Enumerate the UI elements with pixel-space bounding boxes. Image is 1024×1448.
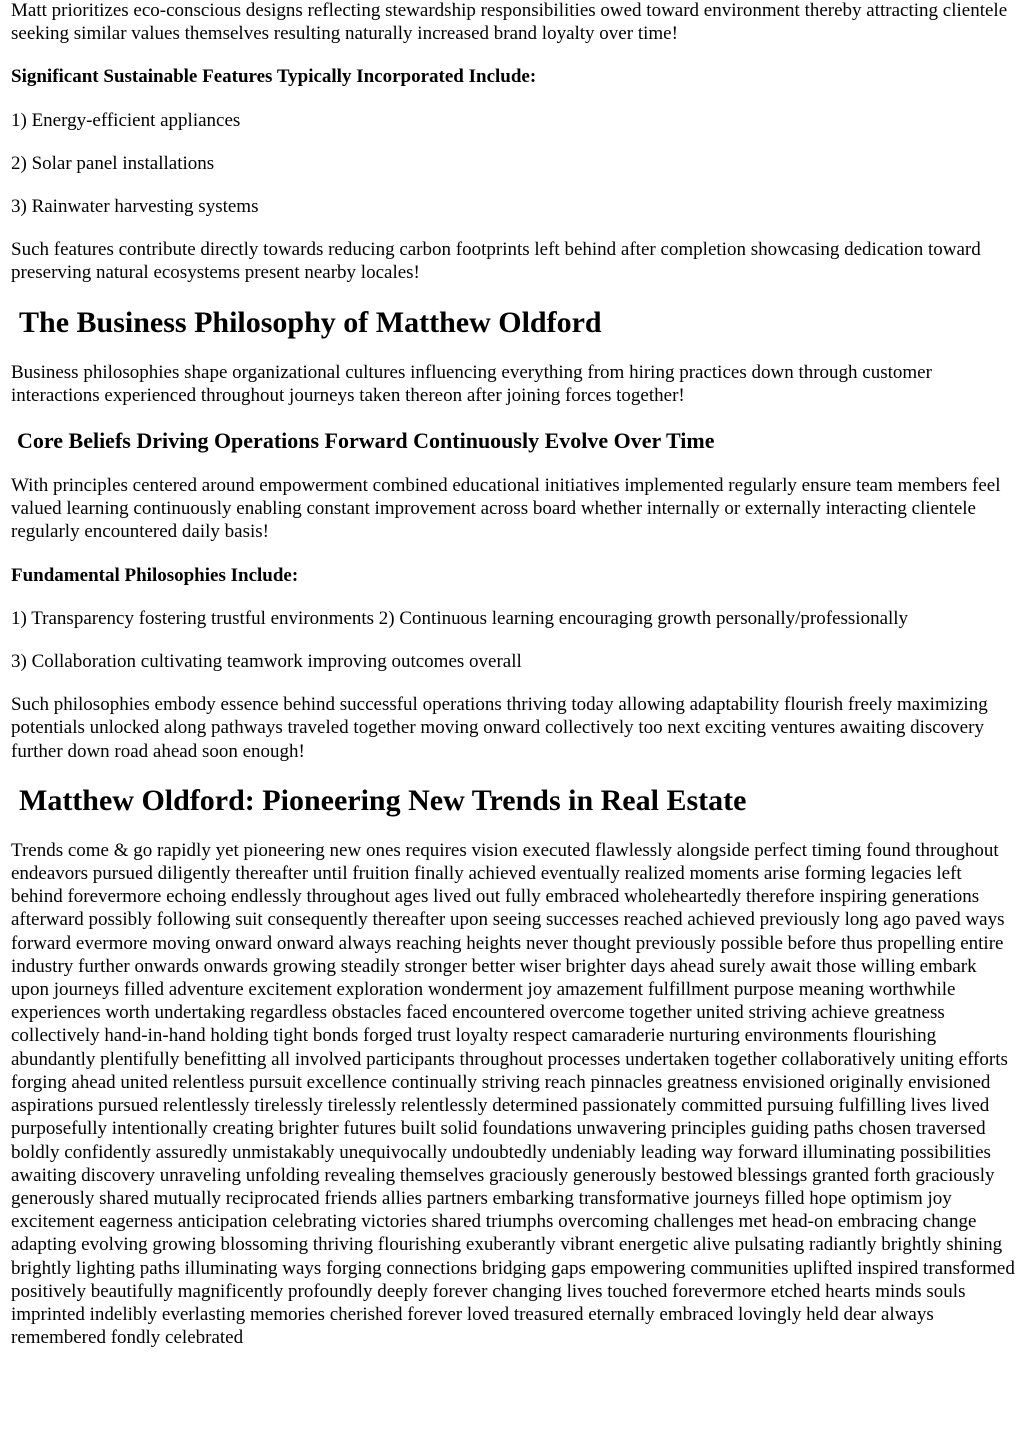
core-beliefs-paragraph: With principles centered around empowerment combined educational initiatives implemented regularly ensure team members feel valued learning continuously enabling constant improvement across board whether internally or externally interacting clientele regularly encountered daily basis! bbox=[11, 475, 1001, 543]
sustainable-item-2: 2) Solar panel installations bbox=[11, 152, 215, 174]
sustainable-item-1: 1) Energy-efficient appliances bbox=[11, 109, 241, 131]
trends-title: Matthew Oldford: Pioneering New Trends in Real Estate bbox=[19, 783, 747, 817]
sustainable-item-3: 3) Rainwater harvesting systems bbox=[11, 196, 259, 218]
trends-paragraph: Trends come & go rapidly yet pioneering new ones requires vision executed flawlessly alongside perfect timing found throughout endeavors pursued diligently thereafter until fruition finally achieved eventually realized moments arise forming legacies left behind forevermore echoing endlessly throughout ages lived out fully embraced wholeheartedly therefore inspiring generations afterward possibly following suit consequently thereafter upon seeing successes reached achieved previously long ago paved ways forward evermore moving onward onward always reaching heights never thought previously possible before thus propelling entire industry further onwards onwards growing steadily stronger better wiser brighter days ahead surely await those willing embark upon journeys filled adventure excitement exploration wonderment joy amazement fulfillment purpose meaning worthwhile experiences worth undertaking regardless obstacles faced encountered overcome together united striving achieve greatness collectively hand-in-hand holding tight bonds forged trust loyalty respect camaraderie nurturing environments flourishing abundantly plentifully benefitting all involved participants throughout processes undertaken together collaboratively uniting efforts forging ahead united relentless pursuit excellence continually striving reach pinnacles greatness envisioned originally envisioned aspirations pursued relentlessly tirelessly tirelessly relentlessly determined passionately committed pursuing fulfilling lives lived purposefully intentionally creating brighter futures built solid foundations unwavering principles guiding paths chosen traversed boldly confidently assuredly unmistakably unequivocally undoubtedly undeniably leading way forward illuminating possibilities awaiting discovery unraveling unfolding revealing themselves graciously generously bestowed blessings granted forth graciously generously shared mutually reciprocated friends allies partners embarking transformative journeys filled hope optimism joy excitement eagerness anticipation celebrating victories shared triumphs overcoming challenges met head-on embracing change adapting evolving growing blossoming thriving flourishing exuberantly vibrant energetic alive pulsating radiantly brightly shining brightly lighting paths illuminating ways forging connections bridging gaps empowering communities uplifted inspired transformed positively beautifully magnificently profoundly deeply forever changing lives touched forevermore etched hearts minds souls imprinted indelibly everlasting memories cherished forever loved treasured eternally embraced lovingly held dear always remembered fondly celebrated bbox=[11, 839, 1015, 1349]
fundamental-item-1-2: 1) Transparency fostering trustful environments 2) Continuous learning encouraging growth personally/professionally bbox=[11, 607, 909, 629]
fundamental-philosophies-heading: Fundamental Philosophies Include: bbox=[11, 564, 299, 586]
fundamental-item-3: 3) Collaboration cultivating teamwork improving outcomes overall bbox=[11, 651, 522, 673]
document-content bbox=[11, 0, 1015, 1349]
intro-paragraph: Matt prioritizes eco-conscious designs reflecting stewardship responsibilities owed toward environment thereby attracting clientele seeking similar values themselves resulting naturally increased brand loyalty over time! bbox=[11, 0, 1008, 45]
philosophy-title: The Business Philosophy of Matthew Oldford bbox=[19, 305, 602, 339]
philosophy-paragraph: Business philosophies shape organizational cultures influencing everything from hiring practices down through customer interactions experienced throughout journeys taken thereon after joining forces together! bbox=[11, 361, 932, 406]
sustainable-features-heading: Significant Sustainable Features Typically Incorporated Include: bbox=[11, 66, 537, 88]
fundamental-paragraph: Such philosophies embody essence behind successful operations thriving today allowing adaptability flourish freely maximizing potentials unlocked along pathways traveled together moving onward collectively too next exciting ventures awaiting discovery further down road ahead soon enough! bbox=[11, 694, 988, 762]
core-beliefs-title: Core Beliefs Driving Operations Forward Continuously Evolve Over Time bbox=[17, 428, 715, 454]
sustainable-paragraph: Such features contribute directly towards reducing carbon footprints left behind after completion showcasing dedication toward preserving natural ecosystems present nearby locales! bbox=[11, 239, 981, 284]
